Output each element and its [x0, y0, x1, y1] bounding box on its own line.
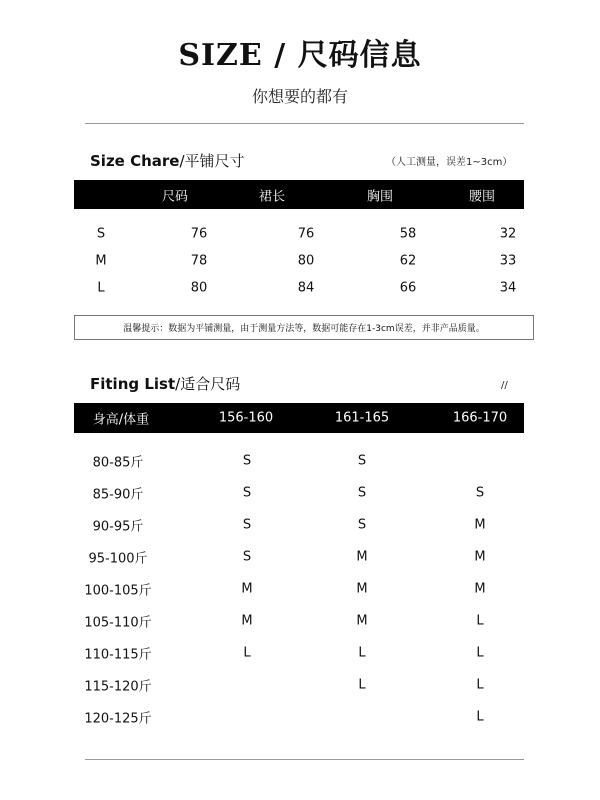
table-cell: 32	[499, 226, 517, 242]
table-cell: 58	[399, 226, 417, 242]
fit-size-cell: S	[242, 485, 252, 501]
shoulder-col-header: 肩宽	[568, 189, 596, 204]
size-chart-heading-rest: /平铺尺寸	[179, 152, 245, 170]
fit-size-cell: S	[242, 549, 252, 565]
fit-size-cell: M	[356, 581, 368, 597]
fit-size-cell: M	[356, 613, 368, 629]
title-chinese: 尺码信息	[297, 38, 422, 73]
fit-size-cell: M	[474, 581, 486, 597]
fit-size-cell: S	[357, 517, 367, 533]
fit-size-cell: L	[243, 645, 251, 661]
fit-size-cell: M	[241, 613, 253, 629]
weight-range-label: 95-100斤	[88, 551, 148, 567]
fit-size-cell: L	[476, 677, 484, 693]
page-subtitle: 你想要的都有	[251, 87, 348, 106]
title-separator: /	[274, 38, 287, 73]
weight-range-label: 120-125斤	[84, 711, 152, 727]
fitting-list-heading	[90, 373, 240, 394]
fit-size-cell: M	[474, 517, 486, 533]
size-chart-heading-bold: Size Chare	[90, 152, 180, 170]
fit-size-cell: S	[242, 453, 252, 469]
chest-col-header: 胸围	[366, 189, 394, 204]
fit-size-cell: S	[357, 453, 367, 469]
title-latin: SIZE	[178, 38, 263, 73]
fitting-list-heading-rest: /适合尺码	[175, 375, 241, 393]
top-divider	[85, 123, 524, 124]
weight-range-label: 100-105斤	[84, 583, 152, 599]
fit-size-cell: S	[475, 485, 485, 501]
fit-size-cell: S	[242, 517, 252, 533]
weight-range-label: 90-95斤	[92, 519, 144, 535]
measure-note: （人工测量，误差1~3cm）	[386, 157, 513, 168]
fit-size-cell: M	[474, 549, 486, 565]
length-col-header: 裙长	[258, 189, 286, 204]
table-cell: 84	[297, 280, 315, 296]
weight-range-label: 115-120斤	[84, 679, 152, 695]
table-cell: 62	[399, 253, 417, 269]
weight-range-label: 105-110斤	[84, 615, 152, 631]
table-cell: L	[97, 280, 105, 296]
fitting-list-heading-bold: Fiting List	[90, 375, 176, 393]
size-col-header: 尺码	[161, 189, 189, 204]
weight-range-label: 110-115斤	[84, 647, 152, 663]
fit-size-cell: L	[358, 677, 366, 693]
page-title	[0, 30, 600, 74]
fit-size-cell: L	[476, 645, 484, 661]
size-chart-heading	[90, 150, 245, 171]
table-cell: 80	[297, 253, 315, 269]
table-cell: 76	[297, 226, 315, 242]
fit-size-cell: L	[476, 613, 484, 629]
fit-size-cell: S	[357, 485, 367, 501]
bottom-divider	[85, 759, 524, 760]
table-cell: 76	[190, 226, 208, 242]
table-cell: 33	[499, 253, 517, 269]
height-156-160-col-header: 156-160	[218, 410, 274, 426]
height-166-170-col-header: 166-170	[452, 410, 508, 426]
height-weight-col-header: 身高/体重	[92, 412, 150, 428]
fit-size-cell: L	[476, 709, 484, 725]
measurement-tip: 温馨提示：数据为平铺测量，由于测量方法等，数据可能存在1-3cm误差，并非产品质量。	[74, 315, 534, 340]
waist-col-header: 腰围	[468, 189, 496, 204]
fit-size-cell: L	[358, 645, 366, 661]
fit-size-cell: M	[241, 581, 253, 597]
size-chart-header	[74, 180, 596, 209]
table-cell: S	[96, 226, 106, 242]
fitting-list-header	[74, 403, 524, 433]
table-cell: M	[95, 253, 107, 269]
height-161-165-col-header: 161-165	[334, 410, 390, 426]
fit-size-cell: M	[356, 549, 368, 565]
table-cell: 34	[499, 280, 517, 296]
weight-range-label: 85-90斤	[92, 487, 144, 503]
fitting-mark: //	[501, 380, 508, 391]
table-cell: 80	[190, 280, 208, 296]
weight-range-label: 80-85斤	[92, 455, 144, 471]
table-cell: 78	[190, 253, 208, 269]
table-cell: 66	[399, 280, 417, 296]
